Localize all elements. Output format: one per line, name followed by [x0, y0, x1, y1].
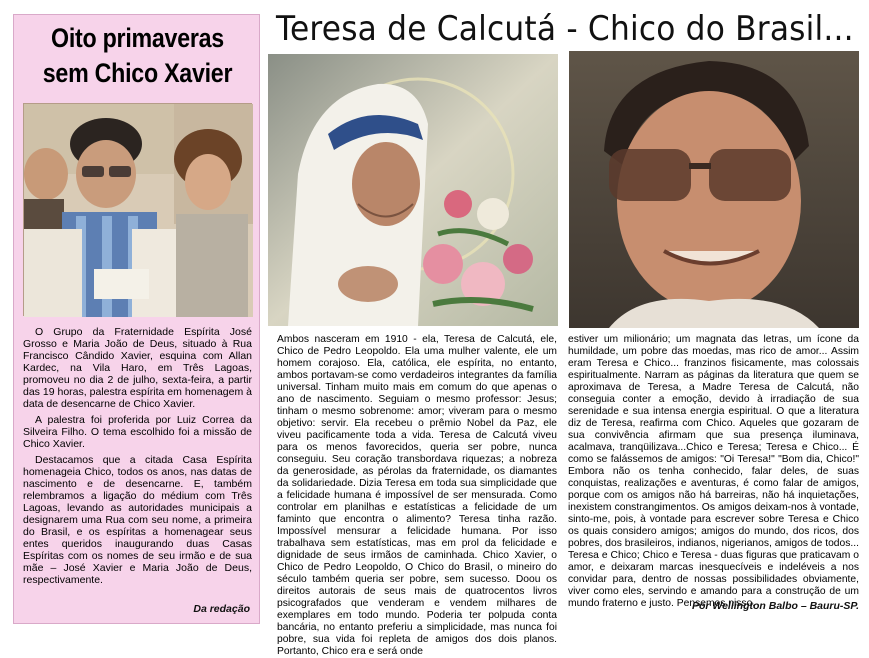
sidebar-body	[23, 326, 252, 590]
sidebar-article	[13, 14, 260, 624]
sidebar-paragraph: O Grupo da Fraternidade Espírita José Grosso e Maria João de Deus, situado à Rua Francisco Cândido Xavier, esquina com Allan Kardec, na Vila Haro, em Três Lagoas, promoveu no dia 2 de julho, sexta-feira, a partir das 19 horas, palestra espírita em homenagem à data de desencarne de Chico Xavier.	[23, 326, 252, 410]
sidebar-title-line2: sem Chico Xavier	[42, 58, 233, 88]
sidebar-paragraph: Destacamos que a citada Casa Espírita homenageia Chico, todos os anos, nas datas de nascimento e de desencarne. E, também relembramos a ligação do médium com Três Lagoas, levando as autoridades municipais a designarem uma Rua com seu nome, a primeira do Brasil, e os espíritas a homenagear seus entes queridos inaugurando duas Casas Espíritas com os nomes de seu irmão e de sua mãe – José Xavier e Maria João de Deus, respectivamente.	[23, 454, 252, 586]
chico-xavier-group-photo	[23, 103, 252, 316]
teresa-painting	[268, 54, 558, 326]
article-credit: Por Wellington Balbo – Bauru-SP.	[691, 600, 859, 612]
chico-xavier-portrait	[569, 51, 859, 328]
sidebar-title-line1: Oito primaveras	[51, 23, 224, 53]
main-headline: Teresa de Calcutá - Chico do Brasil...	[276, 9, 854, 49]
sidebar-paragraph: A palestra foi proferida por Luiz Correa da Silveira Filho. O tema escolhido foi a missão de Chico Xavier.	[23, 414, 252, 450]
article-column-2: estiver um milionário; um magnata das letras, um ícone da humildade, um pobre das moedas, mas rico de amor... Assim eram Teresa e Chico... franzinos fisicamente, mas colossais espiritualmente. Narram as páginas da literatura que quem se aproximava de Teresa, a Madre Teresa de Calcutá, não conseguia conter a emoção, devido à irradiação de sua serenidade e sua intensa energia espiritual. O que a literatura diz de Teresa, reafirma com Chico. Aqueles que gozaram de sua convivência afirmam que sua presença iluminava, acalmava, tranqüilizava...Chico e Teresa; Teresa e Chico... É como se falássemos de amigos: "Oi Teresa!" "Bom dia, Chico!" Embora não os tenha conhecido, falar deles, de suas conquistas, realizações e aventuras, é como falar de amigos, porque com os amigos não há barreiras, não há inquietações, inexistem constrangimentos. Os amigos deixam-nos à vontade, sinto-me, pois, à vontade para escrever sobre Teresa e Chico os quais considero amigos; amigos do mundo, dos ricos, dos pobres, dos brasileiros, indianos, nigerianos, amigos de todos... Teresa e Chico; Chico e Teresa - duas figuras que praticavam o amor, e deixaram marcas inesquecíveis e indeléveis a nos convidar para, dentro de nossas possibilidades obviamente, viver como eles, servindo e amando para a construção de um mundo fraterno e justo. Pensemos nisso.	[568, 334, 859, 609]
sidebar-credit: Da redação	[193, 603, 250, 615]
sidebar-title	[31, 21, 243, 91]
article-column-1: Ambos nasceram em 1910 - ela, Teresa de Calcutá, ele, Chico de Pedro Leopoldo. Ela uma mulher valente, ele um homem corajoso. Ela, católica, ele espírita, no entanto, ambos portavam-se como verdadeiros integrantes da família universal. Tinham muito mais em comum do que apenas o ano de nascimento. Seguiam o mesmo professor: Jesus; tinham o mesmo sobrenome: amor; viveram para o mesmo objetivo: servir. Ela recebeu o prêmio Nobel da Paz, ele viveu pacificamente toda a vida. Teresa de Calcutá viveu para os menos favorecidos, queria ser pobre, nunca conseguiu. Seu coração transbordava riquezas; a nobreza da generosidade, as pérolas da fraternidade, os diamantes da solidariedade. Dizia Teresa em toda sua simplicidade que a felicidade humana é impossível de ser mensurada. Como controlar em planilhas e estatísticas a felicidade de um faminto que encontra o alimento? Teresa tinha razão. Impossível mensurar a felicidade humana. Por isso trabalhava sem estatísticas, mas em prol da felicidade e dignidade de seus irmãos de caminhada. Chico Xavier, o Chico de Pedro Leopoldo, O Chico do Brasil, o mineiro do século também queria ser pobre, sem sucesso. Doou os direitos autorais de seus mais de quatrocentos livros psicografados que venderam e vendem milhares de exemplares em todo mundo. Poderia ter polpuda conta bancária, no entanto preferiu a simplicidade, mas nunca foi pobre, sua vida foi repleta de amigos dos dois planos. Portanto, Chico era e será onde	[277, 334, 557, 657]
